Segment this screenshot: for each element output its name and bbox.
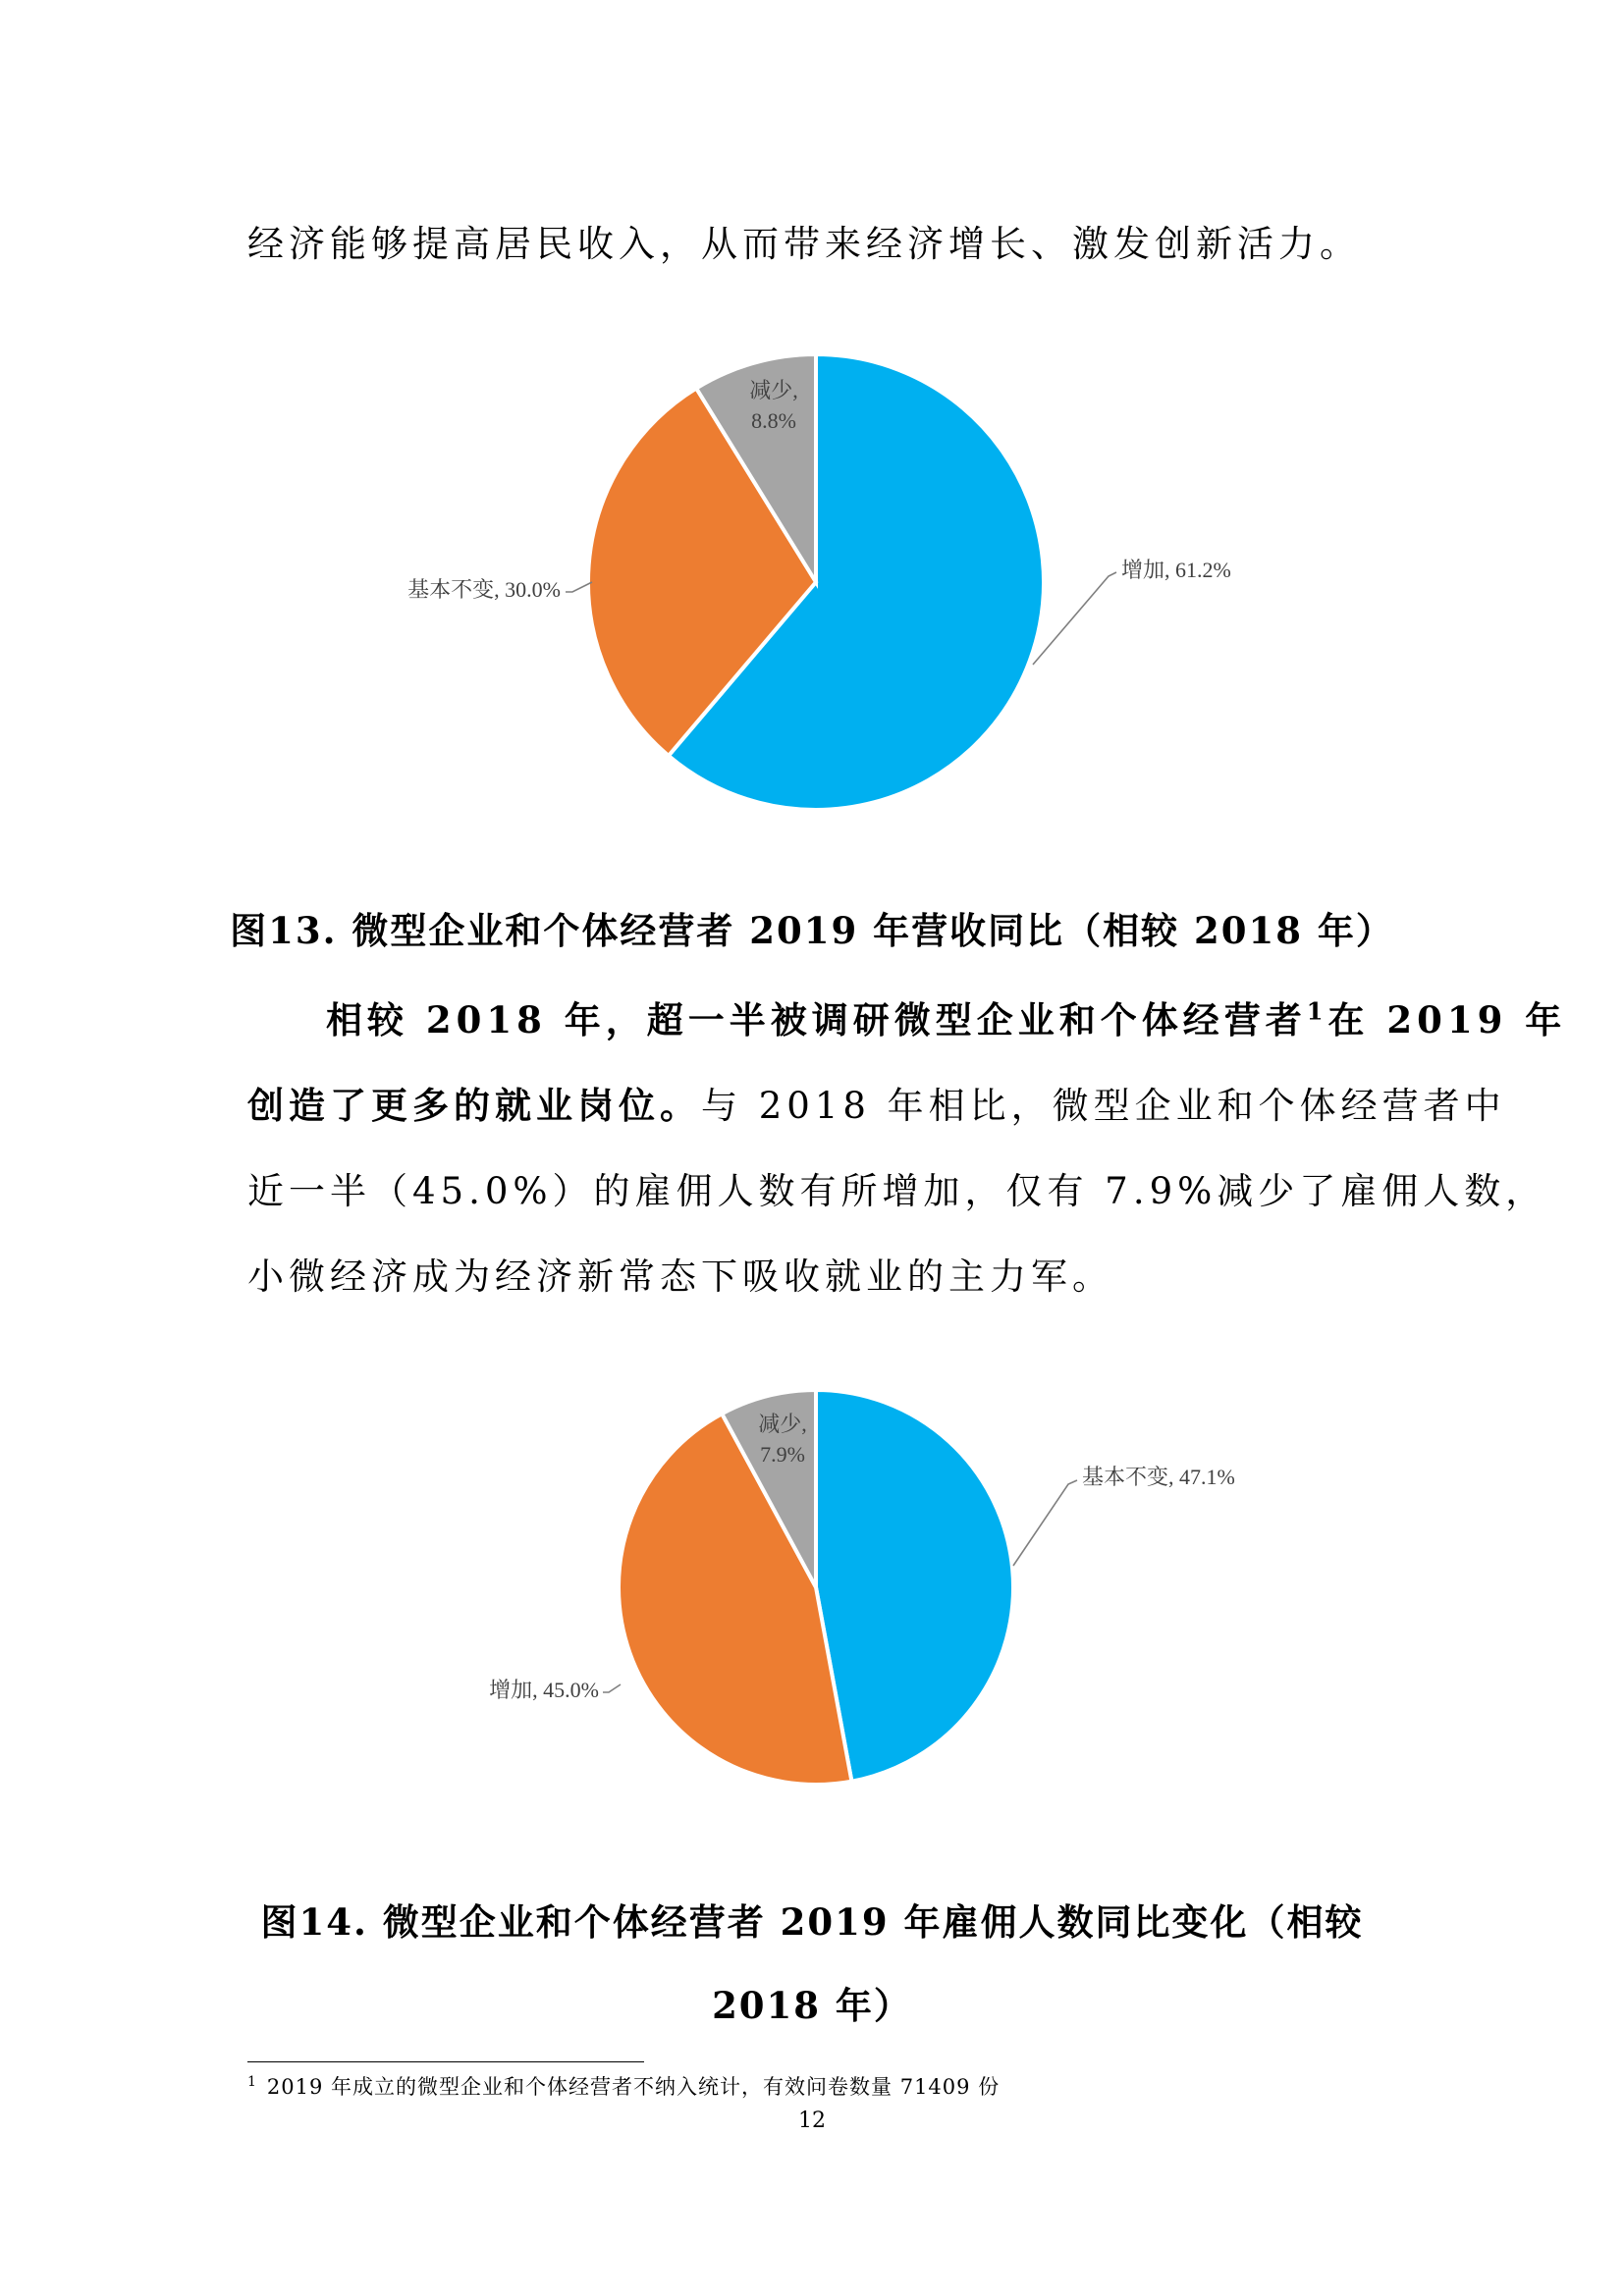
figure-14-caption-line-1: 图14. 微型企业和个体经营者 2019 年雇佣人数同比变化（相较 bbox=[260, 1900, 1364, 1944]
footnote-divider bbox=[247, 2061, 644, 2062]
paragraph-line-1 bbox=[326, 990, 1567, 1043]
pie-chart-employee-change bbox=[0, 1374, 1624, 1826]
paragraph-line-4: 小微经济成为经济新常态下吸收就业的主力军。 bbox=[247, 1255, 1113, 1298]
footnote-ref[interactable]: 1 bbox=[1306, 996, 1328, 1026]
pie-slice-14-0 bbox=[816, 1390, 1013, 1782]
footnote-text: 2019 年成立的微型企业和个体经营者不纳入统计，有效问卷数量 71409 份 bbox=[266, 2075, 1001, 2099]
page-number: 12 bbox=[798, 2109, 826, 2133]
footnote-marker: 1 bbox=[247, 2074, 257, 2090]
intro-line: 经济能够提高居民收入，从而带来经济增长、激发创新活力。 bbox=[247, 223, 1361, 265]
figure-13-caption: 图13. 微型企业和个体经营者 2019 年营收同比（相较 2018 年） bbox=[230, 909, 1394, 952]
pie-chart-revenue-change bbox=[0, 334, 1624, 844]
data-label-decrease-line2: 8.8% bbox=[751, 408, 796, 433]
paragraph-line-1-lead: 相较 2018 年，超一半被调研微型企业和个体经营者 bbox=[326, 998, 1307, 1041]
paragraph-line-1-tail: 在 2019 年 bbox=[1327, 998, 1567, 1041]
data-label-decrease-line1: 减少, bbox=[758, 1412, 807, 1436]
leader-line-increase bbox=[603, 1684, 621, 1692]
paragraph-line-3: 近一半（45.0%）的雇佣人数有所增加，仅有 7.9%减少了雇佣人数， bbox=[247, 1170, 1547, 1212]
leader-line-unchanged bbox=[1013, 1480, 1077, 1566]
data-label-increase: 增加, 45.0% bbox=[489, 1678, 599, 1702]
data-label-decrease-line1: 减少, bbox=[749, 378, 798, 402]
data-label-decrease-line2: 7.9% bbox=[760, 1442, 805, 1467]
data-label-unchanged: 基本不变, 47.1% bbox=[1082, 1465, 1235, 1489]
figure-14-caption-line-2: 2018 年） bbox=[712, 1984, 912, 2027]
data-label-increase: 增加, 61.2% bbox=[1121, 558, 1231, 582]
footnote bbox=[247, 2071, 1000, 2101]
paragraph-line-2-bold: 创造了更多的就业岗位。 bbox=[247, 1084, 701, 1127]
paragraph-line-2 bbox=[247, 1076, 1506, 1129]
paragraph-line-2-rest: 与 2018 年相比，微型企业和个体经营者中 bbox=[701, 1085, 1506, 1127]
data-label-unchanged: 基本不变, 30.0% bbox=[407, 577, 561, 602]
